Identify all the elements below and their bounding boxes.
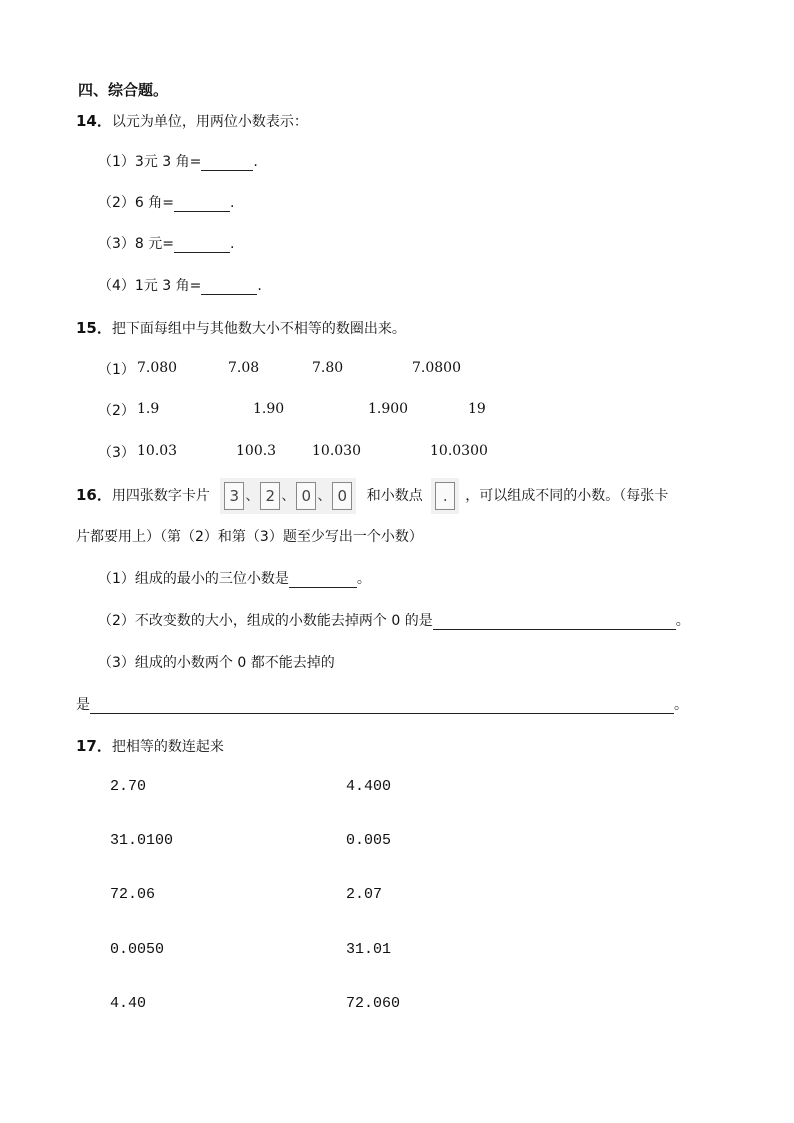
question-17 — [76, 735, 224, 756]
sub-end: 。 — [356, 571, 371, 587]
answer-blank[interactable] — [174, 236, 230, 253]
item-label: （1）3元 3 角= — [98, 154, 202, 170]
question-text: 把相等的数连起来 — [111, 739, 224, 755]
sub-text: （1）组成的最小的三位小数是 — [98, 571, 289, 587]
q17-right-value[interactable]: 72.060 — [346, 995, 401, 1012]
q14-item-2 — [98, 192, 234, 212]
q15-value[interactable]: 7.08 — [228, 360, 260, 376]
question-16 — [76, 478, 668, 508]
q16-sub-2 — [98, 610, 690, 630]
item-label: （3）8 元= — [98, 236, 174, 252]
q17-left-value[interactable]: 72.06 — [110, 886, 156, 903]
question-text: 以元为单位，用两位小数表示： — [111, 114, 308, 130]
question-16-line2: 片都要用上）（第（2）和第（3）题至少写出一个小数） — [76, 529, 423, 545]
digit-cards — [220, 478, 356, 514]
item-tail: . — [257, 278, 262, 294]
q15-value[interactable]: 1.90 — [253, 401, 285, 417]
q17-right-value[interactable]: 4.400 — [346, 778, 392, 795]
q15-value[interactable]: 10.03 — [137, 443, 178, 459]
q15-value[interactable]: 7.80 — [312, 360, 344, 376]
q15-value[interactable]: 19 — [468, 401, 486, 417]
decimal-point-card: . — [435, 482, 455, 510]
q15-row-label: （1） — [98, 362, 135, 378]
card-separator: 、 — [245, 488, 260, 504]
question-number: 17． — [76, 737, 112, 755]
question-14 — [76, 110, 308, 131]
q15-value[interactable]: 7.0800 — [412, 360, 461, 376]
answer-blank[interactable] — [174, 195, 230, 212]
q17-right-value[interactable]: 0.005 — [346, 832, 392, 849]
q15-value[interactable]: 7.080 — [137, 360, 178, 376]
q17-right-value[interactable]: 31.01 — [346, 941, 392, 958]
q17-left-value[interactable]: 0.0050 — [110, 941, 165, 958]
q17-left-value[interactable]: 31.0100 — [110, 832, 174, 849]
q17-right-value[interactable]: 2.07 — [346, 886, 383, 903]
question-text: 把下面每组中与其他数大小不相等的数圈出来。 — [111, 321, 406, 337]
answer-blank[interactable] — [201, 154, 253, 171]
card-separator: 、 — [281, 488, 296, 504]
item-tail: . — [230, 195, 235, 211]
q16-sub-1 — [98, 568, 371, 588]
question-number: 14． — [76, 112, 112, 130]
question-15 — [76, 317, 406, 338]
q17-left-value[interactable]: 2.70 — [110, 778, 147, 795]
q15-row-label: （2） — [98, 403, 135, 419]
q14-item-1 — [98, 151, 258, 171]
q14-item-4 — [98, 275, 262, 295]
item-tail: . — [253, 154, 258, 170]
q15-value[interactable]: 1.9 — [137, 401, 160, 417]
answer-blank[interactable] — [289, 571, 357, 588]
digit-card: 2 — [260, 482, 280, 510]
q17-left-value[interactable]: 4.40 — [110, 995, 147, 1012]
q16-sub-3: （3）组成的小数两个 0 都不能去掉的 — [98, 655, 335, 671]
digit-card: 0 — [296, 482, 316, 510]
answer-blank[interactable] — [90, 697, 674, 714]
digit-card: 3 — [224, 482, 244, 510]
q15-value[interactable]: 10.0300 — [430, 443, 488, 459]
question-text: 和小数点 — [366, 488, 423, 504]
sub-text: （2）不改变数的大小，组成的小数能去掉两个 0 的是 — [98, 613, 433, 629]
q15-value[interactable]: 1.900 — [368, 401, 409, 417]
q15-value[interactable]: 10.030 — [312, 443, 361, 459]
answer-blank[interactable] — [433, 613, 676, 630]
item-tail: . — [230, 236, 235, 252]
item-label: （2）6 角= — [98, 195, 174, 211]
sub-end: 。 — [674, 697, 688, 713]
digit-card: 0 — [332, 482, 352, 510]
decimal-point-card-group — [431, 478, 459, 514]
question-number: 16． — [76, 486, 112, 504]
question-number: 15． — [76, 319, 112, 337]
question-text: ，可以组成不同的小数。（每张卡 — [465, 488, 669, 504]
q16-sub-3-line2 — [76, 694, 688, 714]
sub-end: 。 — [675, 613, 690, 629]
q15-row-label: （3） — [98, 445, 135, 461]
sub-text: 是 — [76, 697, 90, 713]
card-separator: 、 — [317, 488, 332, 504]
question-text: 用四张数字卡片 — [111, 488, 210, 504]
q14-item-3 — [98, 233, 234, 253]
q15-value[interactable]: 100.3 — [236, 443, 277, 459]
item-label: （4）1元 3 角= — [98, 278, 202, 294]
answer-blank[interactable] — [201, 278, 257, 295]
section-title: 四、综合题。 — [78, 81, 169, 99]
